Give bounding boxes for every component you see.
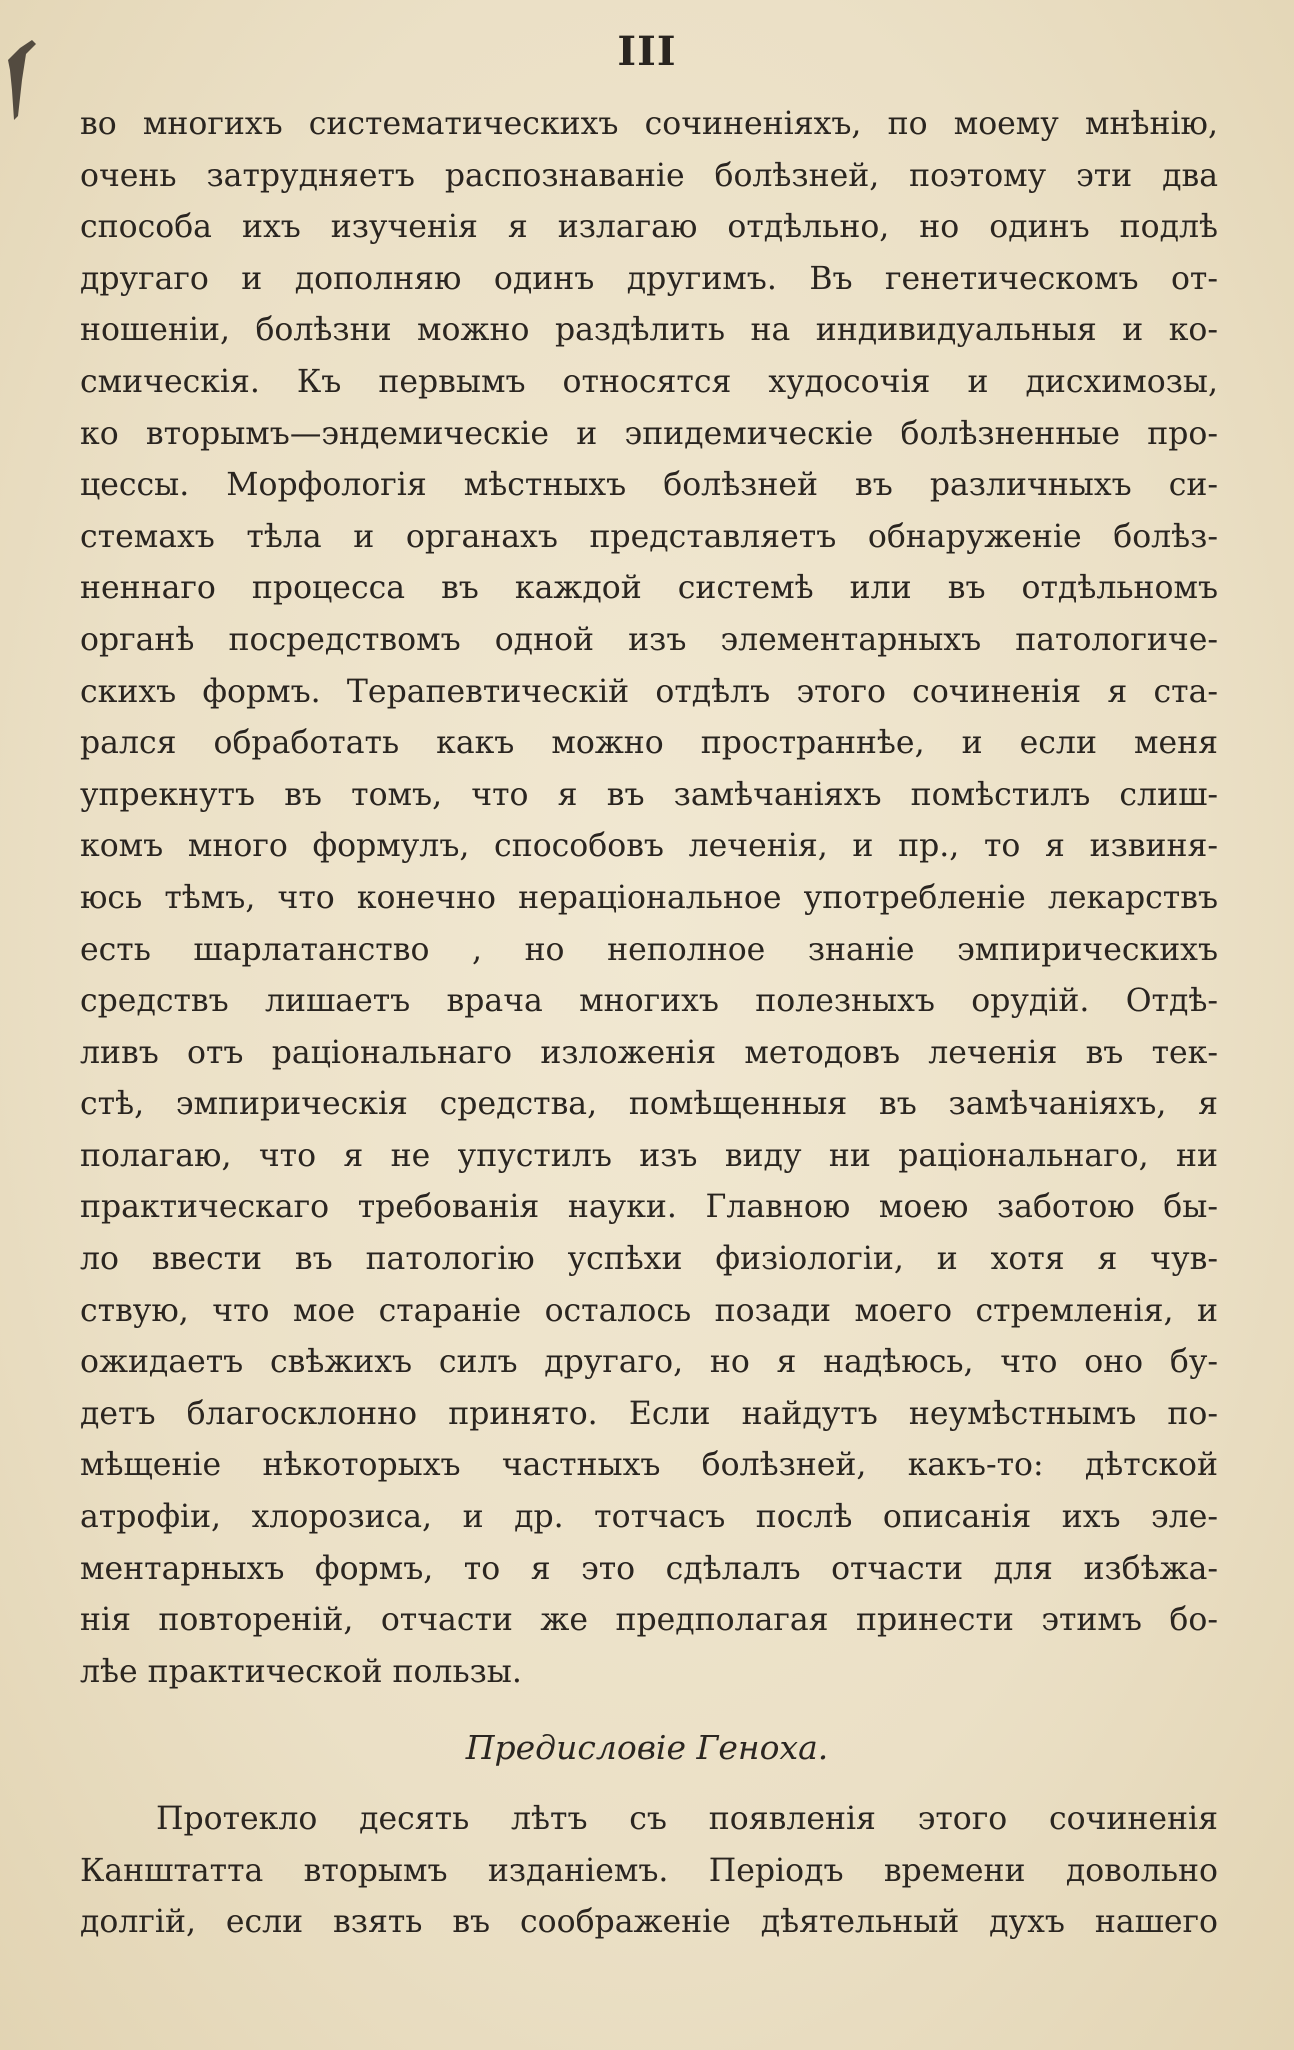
text-line: рался обработать какъ можно пространнѣе, и если меня	[80, 725, 1218, 762]
paragraph-2	[80, 1794, 1218, 1949]
text-line: способа ихъ изученія я излагаю отдѣльно, но одинъ подлѣ	[80, 209, 1218, 246]
text-line: нія повтореній, отчасти же предполагая принести этимъ бо-	[80, 1602, 1218, 1639]
text-line: атрофіи, хлорозиса, и др. тотчасъ послѣ описанія ихъ эле-	[80, 1499, 1218, 1536]
text-line: практическаго требованія науки. Главною моею заботою бы-	[80, 1189, 1218, 1226]
text-line: мѣщеніе нѣкоторыхъ частныхъ болѣзней, какъ-то: дѣтской	[80, 1447, 1218, 1484]
text-line: стѣ, эмпирическія средства, помѣщенныя въ замѣчаніяхъ, я	[80, 1086, 1218, 1123]
text-line: органѣ посредствомъ одной изъ элементарныхъ патологиче-	[80, 621, 1218, 658]
text-line: долгій, если взять въ соображеніе дѣятельный духъ нашего	[80, 1904, 1218, 1941]
text-line: стемахъ тѣла и органахъ представляетъ обнаруженіе болѣз-	[80, 518, 1218, 555]
text-line: полагаю, что я не упустилъ изъ виду ни раціональнаго, ни	[80, 1137, 1218, 1174]
text-line: другаго и дополняю одинъ другимъ. Въ генетическомъ от-	[80, 260, 1218, 297]
section-heading: Предисловіе Геноха.	[465, 1728, 829, 1767]
text-line: смическія. Къ первымъ относятся худосочія и дисхимозы,	[80, 363, 1218, 400]
text-line: лѣе практической пользы.	[80, 1653, 522, 1690]
text-line: есть шарлатанство , но неполное знаніе эмпирическихъ	[80, 931, 1218, 968]
paragraph-1	[80, 99, 1218, 1698]
text-line: неннаго процесса въ каждой системѣ или въ отдѣльномъ	[80, 570, 1218, 607]
text-line: юсь тѣмъ, что конечно нераціональное употребленіе лекарствъ	[80, 879, 1218, 916]
text-line: ствую, что мое стараніе осталось позади моего стремленія, и	[80, 1292, 1218, 1329]
text-line: Канштатта вторымъ изданіемъ. Періодъ времени довольно	[80, 1852, 1218, 1889]
text-line: очень затрудняетъ распознаваніе болѣзней, поэтому эти два	[80, 157, 1218, 194]
text-line: ко вторымъ—эндемическіе и эпидемическіе болѣзненные про-	[80, 415, 1218, 452]
text-line: цессы. Морфологія мѣстныхъ болѣзней въ различныхъ си-	[80, 467, 1218, 504]
text-line: ментарныхъ формъ, то я это сдѣлалъ отчасти для избѣжа-	[80, 1550, 1218, 1587]
text-line: Протекло десять лѣтъ съ появленія этого сочиненія	[156, 1801, 1218, 1837]
text-line: ношеніи, болѣзни можно раздѣлить на индивидуальныя и ко-	[80, 312, 1218, 349]
text-line: средствъ лишаетъ врача многихъ полезныхъ орудій. Отдѣ-	[80, 983, 1218, 1020]
page-number: III	[617, 28, 677, 75]
text-line: ожидаетъ свѣжихъ силъ другаго, но я надѣюсь, что оно бу-	[80, 1344, 1218, 1381]
text-line: детъ благосклонно принято. Если найдутъ неумѣстнымъ по-	[80, 1395, 1218, 1432]
text-line: скихъ формъ. Терапевтическій отдѣлъ этого сочиненія я ста-	[80, 673, 1218, 710]
text-line: комъ много формулъ, способовъ леченія, и пр., то я извиня-	[80, 828, 1218, 865]
text-line: упрекнутъ въ томъ, что я въ замѣчаніяхъ помѣстилъ слиш-	[80, 776, 1218, 813]
text-line: ло ввести въ патологію успѣхи физіологіи, и хотя я чув-	[80, 1241, 1218, 1278]
text-line: во многихъ систематическихъ сочиненіяхъ, по моему мнѣнію,	[80, 106, 1218, 142]
text-line: ливъ отъ раціональнаго изложенія методовъ леченія въ тек-	[80, 1034, 1218, 1071]
